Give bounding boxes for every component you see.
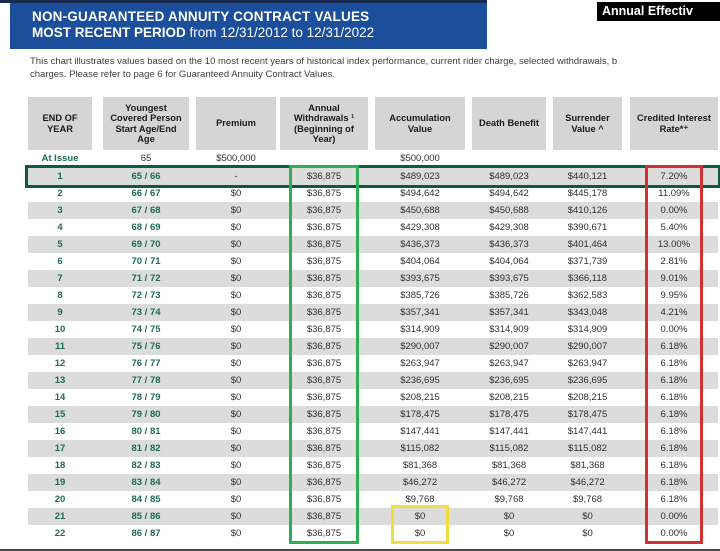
table-cell: 16 — [54, 426, 66, 437]
intro-line1: This chart illustrates values based on the 10 most recent years of historical index performance, current rider charge, selected withdrawals, b — [30, 56, 618, 67]
title-banner — [10, 3, 487, 49]
table-cell: $0 — [230, 477, 242, 488]
table-cell: 5 — [57, 239, 63, 250]
table-cell: $115,082 — [568, 443, 607, 454]
table-cell: 85 / 86 — [131, 511, 161, 522]
table-cell: 72 / 73 — [131, 290, 161, 301]
table-cell: 15 — [54, 409, 66, 420]
table-row — [28, 355, 718, 372]
table-cell: 2 — [57, 188, 63, 199]
table-cell: 12 — [54, 358, 66, 369]
table-cell: $366,118 — [568, 273, 607, 284]
column-header: Annual Withdrawals ¹ (Beginning of Year) — [280, 97, 368, 150]
table-cell: $9,768 — [572, 494, 603, 505]
annual-effective-badge: Annual Effectiv — [597, 2, 720, 21]
table-cell: 83 / 84 — [131, 477, 161, 488]
column-header: Surrender Value ^ — [553, 97, 622, 150]
table-row — [28, 287, 718, 304]
table-cell: - — [234, 171, 238, 182]
table-cell: 2.81% — [660, 256, 688, 267]
table-cell: 8 — [57, 290, 63, 301]
table-cell: $357,341 — [400, 307, 440, 318]
table-cell: $0 — [503, 528, 515, 539]
table-cell: $0 — [582, 511, 593, 522]
table-cell: $147,441 — [567, 426, 608, 437]
table-cell: $371,739 — [567, 256, 608, 267]
table-cell: $0 — [230, 375, 242, 386]
table-row — [28, 321, 718, 338]
column-header: END OF YEAR — [28, 97, 92, 150]
table-cell: $0 — [230, 273, 242, 284]
table-cell: $500,000 — [400, 153, 440, 164]
table-cell: $500,000 — [216, 153, 256, 164]
table-cell: $36,875 — [306, 528, 342, 539]
table-row — [28, 270, 718, 287]
column-header: Death Benefit — [472, 97, 546, 150]
table-cell: $36,875 — [306, 239, 342, 250]
table-cell: $0 — [582, 528, 593, 539]
table-cell: $81,368 — [570, 460, 605, 471]
table-cell: 0.00% — [660, 528, 688, 539]
table-cell: 73 / 74 — [131, 307, 161, 318]
table-cell: 79 / 80 — [131, 409, 161, 420]
table-cell: 9.95% — [660, 290, 688, 301]
table-cell: $357,341 — [489, 307, 529, 318]
table-cell: $314,909 — [489, 324, 529, 335]
table-row — [28, 168, 718, 185]
table-cell: 11 — [54, 341, 66, 352]
table-cell: $36,875 — [306, 188, 342, 199]
table-cell: $263,947 — [489, 358, 529, 369]
table-cell: $404,064 — [489, 256, 529, 267]
table-cell: $178,475 — [567, 409, 608, 420]
table-cell: 81 / 82 — [131, 443, 161, 454]
table-cell: $450,688 — [400, 205, 440, 216]
table-cell: 9 — [57, 307, 63, 318]
page-title-line2-bold: MOST RECENT PERIOD — [32, 25, 186, 40]
table-cell: 6.18% — [660, 358, 688, 369]
table-cell: 6.18% — [660, 341, 688, 352]
table-cell: $236,695 — [489, 375, 529, 386]
table-cell: 1 — [57, 171, 63, 182]
table-cell: $36,875 — [306, 324, 342, 335]
table-cell: $36,875 — [306, 290, 342, 301]
intro-line2: charges. Please refer to page 6 for Guaranteed Annuity Contract Values. — [30, 68, 336, 80]
table-cell: 65 — [140, 153, 152, 164]
table-cell: 75 / 76 — [131, 341, 161, 352]
table-cell: $0 — [230, 188, 242, 199]
table-cell: 68 / 69 — [131, 222, 161, 233]
table-cell: $36,875 — [306, 426, 342, 437]
table-row — [28, 219, 718, 236]
table-cell: $0 — [503, 511, 515, 522]
table-cell: $494,642 — [489, 188, 529, 199]
table-cell — [280, 150, 368, 168]
table-cell: $36,875 — [306, 171, 342, 182]
table-cell: $46,272 — [491, 477, 527, 488]
table-row — [28, 525, 718, 542]
table-cell: $404,064 — [400, 256, 440, 267]
table-cell: 9.01% — [660, 273, 688, 284]
table-cell: 74 / 75 — [131, 324, 161, 335]
table-cell: 84 / 85 — [131, 494, 161, 505]
table-cell: 6.18% — [660, 460, 688, 471]
table-cell: $0 — [230, 239, 242, 250]
table-cell: $36,875 — [306, 477, 342, 488]
table-cell: 67 / 68 — [131, 205, 161, 216]
table-cell: $46,272 — [570, 477, 605, 488]
table-cell: 22 — [54, 528, 66, 539]
table-cell — [630, 150, 718, 168]
table-cell: $36,875 — [306, 494, 342, 505]
page-title-line2 — [32, 25, 487, 40]
column-header: Accumulation Value — [375, 97, 465, 150]
table-cell: $410,126 — [567, 205, 608, 216]
table-cell: $385,726 — [489, 290, 529, 301]
table-cell: $0 — [230, 341, 242, 352]
table-cell: 6.18% — [660, 477, 688, 488]
table-cell: $115,082 — [489, 443, 529, 454]
table-cell: $36,875 — [306, 341, 342, 352]
table-cell: 76 / 77 — [131, 358, 161, 369]
table-cell: 82 / 83 — [131, 460, 161, 471]
table-cell: $208,215 — [567, 392, 608, 403]
table-cell: $0 — [230, 256, 242, 267]
table-cell: 65 / 66 — [131, 171, 161, 182]
table-cell: 0.00% — [660, 205, 688, 216]
table-cell: 21 — [54, 511, 66, 522]
table-cell: $147,441 — [489, 426, 529, 437]
table-row — [28, 423, 718, 440]
table-cell: $0 — [230, 358, 242, 369]
table-cell: 7 — [57, 273, 63, 284]
table-cell: $436,373 — [400, 239, 440, 250]
table-cell: 0.00% — [660, 324, 688, 335]
table-row — [28, 440, 718, 457]
table-cell: $36,875 — [306, 409, 342, 420]
table-row — [28, 406, 718, 423]
table-cell: $81,368 — [402, 460, 438, 471]
table-cell: $236,695 — [567, 375, 608, 386]
table-cell: $314,909 — [567, 324, 608, 335]
table-cell: $36,875 — [306, 443, 342, 454]
table-cell: $36,875 — [306, 222, 342, 233]
table-row — [28, 508, 718, 525]
table-cell: $362,583 — [567, 290, 608, 301]
page-title-line1: NON-GUARANTEED ANNUITY CONTRACT VALUES — [32, 9, 370, 24]
table-cell: 10 — [54, 324, 66, 335]
table-cell: $208,215 — [489, 392, 529, 403]
table-cell: $0 — [230, 307, 242, 318]
table-cell: 14 — [54, 392, 66, 403]
table-cell: $36,875 — [306, 205, 342, 216]
table-cell: $9,768 — [494, 494, 524, 505]
table-cell: 19 — [54, 477, 66, 488]
table-cell: $0 — [230, 222, 242, 233]
table-row — [28, 185, 718, 202]
table-header-row — [28, 97, 718, 150]
table-cell: $236,695 — [400, 375, 440, 386]
table-cell: $0 — [230, 290, 242, 301]
table-cell: $0 — [230, 494, 242, 505]
table-cell: 0.00% — [660, 511, 688, 522]
table-cell: 66 / 67 — [131, 188, 161, 199]
table-cell: 3 — [57, 205, 63, 216]
table-cell: 18 — [54, 460, 66, 471]
table-cell: $0 — [230, 460, 242, 471]
table-cell — [472, 150, 546, 168]
table-cell: 17 — [54, 443, 66, 454]
table-cell: 6.18% — [660, 409, 688, 420]
table-cell: 20 — [54, 494, 66, 505]
table-cell: $494,642 — [400, 188, 440, 199]
table-cell: $0 — [414, 511, 426, 522]
column-header: Youngest Covered Person Start Age/End Age — [103, 97, 189, 150]
table-cell: 86 / 87 — [131, 528, 161, 539]
intro-paragraph — [30, 56, 720, 81]
table-row — [28, 338, 718, 355]
table-cell: $263,947 — [400, 358, 440, 369]
table-cell: $429,308 — [400, 222, 440, 233]
table-cell: $314,909 — [400, 324, 440, 335]
table-cell: $390,671 — [567, 222, 608, 233]
table-cell: $208,215 — [400, 392, 440, 403]
table-cell: $436,373 — [489, 239, 529, 250]
table-cell: 7.20% — [660, 171, 688, 182]
table-cell: $36,875 — [306, 460, 342, 471]
table-cell: $36,875 — [306, 256, 342, 267]
table-cell: 6.18% — [660, 375, 688, 386]
table-cell: $0 — [230, 528, 242, 539]
table-cell: 6.18% — [660, 426, 688, 437]
table-cell: At Issue — [41, 153, 79, 164]
table-row — [28, 457, 718, 474]
table-cell: $36,875 — [306, 358, 342, 369]
table-cell: $489,023 — [489, 171, 529, 182]
table-cell — [553, 150, 622, 168]
table-cell: 5.40% — [660, 222, 688, 233]
table-cell: 70 / 71 — [131, 256, 161, 267]
table-cell: 71 / 72 — [131, 273, 161, 284]
column-header: Premium — [196, 97, 276, 150]
table-cell: 6.18% — [660, 494, 688, 505]
table-cell: 6 — [57, 256, 63, 267]
annuity-values-table — [28, 97, 718, 542]
table-cell: 13 — [54, 375, 66, 386]
table-cell: $263,947 — [567, 358, 608, 369]
at-issue-row — [28, 150, 718, 168]
table-row — [28, 474, 718, 491]
table-row — [28, 304, 718, 321]
table-cell: $489,023 — [400, 171, 440, 182]
table-cell: $0 — [230, 426, 242, 437]
table-cell: $429,308 — [489, 222, 529, 233]
table-cell: $393,675 — [400, 273, 440, 284]
table-cell: $401,464 — [567, 239, 608, 250]
table-cell: $450,688 — [489, 205, 529, 216]
table-cell: $46,272 — [402, 477, 438, 488]
table-cell: $36,875 — [306, 375, 342, 386]
table-cell: $36,875 — [306, 511, 342, 522]
table-cell: $393,675 — [489, 273, 529, 284]
table-cell: 78 / 79 — [131, 392, 161, 403]
table-row — [28, 389, 718, 406]
table-cell: 13.00% — [657, 239, 691, 250]
column-header: Credited Interest Rate*⁺ — [630, 97, 718, 150]
table-row — [28, 253, 718, 270]
table-row — [28, 372, 718, 389]
table-cell: $290,007 — [400, 341, 440, 352]
table-cell: $147,441 — [400, 426, 440, 437]
table-cell: $0 — [230, 443, 242, 454]
table-cell: $0 — [230, 409, 242, 420]
table-cell: $0 — [414, 528, 426, 539]
table-cell: $445,178 — [567, 188, 608, 199]
table-cell: $343,048 — [567, 307, 608, 318]
table-cell: $81,368 — [491, 460, 527, 471]
table-cell: $178,475 — [400, 409, 440, 420]
table-cell: $36,875 — [306, 273, 342, 284]
table-row — [28, 202, 718, 219]
table-cell: 80 / 81 — [131, 426, 161, 437]
table-cell: 6.18% — [660, 392, 688, 403]
table-row — [28, 491, 718, 508]
table-cell: $290,007 — [567, 341, 608, 352]
table-cell: $9,768 — [405, 494, 435, 505]
page-title-line2-dates: from 12/31/2012 to 12/31/2022 — [185, 25, 375, 40]
table-cell: $36,875 — [306, 392, 342, 403]
table-cell: $0 — [230, 392, 242, 403]
table-cell: 6.18% — [660, 443, 688, 454]
table-cell: $0 — [230, 511, 242, 522]
table-cell: $0 — [230, 205, 242, 216]
table-cell: 77 / 78 — [131, 375, 161, 386]
table-cell: 4.21% — [660, 307, 688, 318]
table-cell: 11.09% — [658, 188, 690, 199]
table-cell: $0 — [230, 324, 242, 335]
table-cell: $385,726 — [400, 290, 440, 301]
table-body — [28, 168, 718, 542]
table-cell: $115,082 — [400, 443, 440, 454]
table-cell: $440,121 — [567, 171, 608, 182]
table-cell: 69 / 70 — [131, 239, 161, 250]
table-row — [28, 236, 718, 253]
table-cell: $178,475 — [489, 409, 529, 420]
table-cell: 4 — [57, 222, 63, 233]
table-cell: $290,007 — [489, 341, 529, 352]
table-cell: $36,875 — [306, 307, 342, 318]
